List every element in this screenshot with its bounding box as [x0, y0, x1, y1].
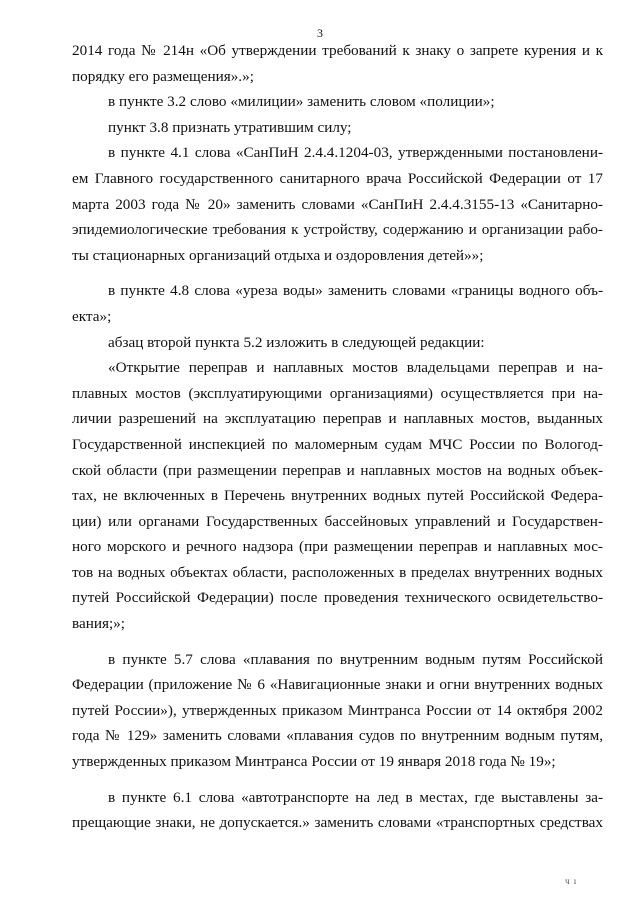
- text-line: путей Российской Федерации) после проведения технического освидетельство-: [72, 589, 603, 607]
- text-line: абзац второй пункта 5.2 изложить в следующей редакции:: [108, 333, 485, 351]
- text-line: Федерации (приложение № 6 «Навигационные знаки и огни внутренних водных: [72, 676, 603, 694]
- text-line: порядку его размещения».»;: [72, 67, 254, 85]
- text-line: ем Главного государственного санитарного врача Российской Федерации от 17: [72, 169, 603, 187]
- text-line: личии разрешений на эксплуатацию переправ и наплавных мостов, выданных: [72, 410, 603, 428]
- text-line: ции) или органами Государственных бассейновых управлений и Государствен-: [72, 512, 603, 530]
- text-line: вания;»;: [72, 615, 125, 633]
- text-line: в пункте 4.1 слова «СанПиН 2.4.4.1204-03, утвержденными постановлени-: [108, 144, 603, 162]
- text-line: 2014 года № 214н «Об утверждении требований к знаку о запрете курения и к: [72, 42, 603, 59]
- text-line: в пункте 3.2 слово «милиции» заменить словом «полиции»;: [108, 93, 495, 111]
- text-line: тах, не включенных в Перечень внутренних водных путей Российской Федера-: [72, 487, 603, 505]
- footer-mark: ч ı: [565, 876, 578, 886]
- document-body: [72, 38, 603, 836]
- text-line: путей России»), утвержденных приказом Минтранса России от 14 октября 2002: [72, 701, 603, 719]
- text-line: пункт 3.8 признать утратившим силу;: [108, 118, 352, 136]
- text-line: плавных мостов (эксплуатирующими организациями) осуществляется при на-: [72, 384, 603, 402]
- text-line: ской области (при размещении переправ и наплавных мостов на водных объек-: [72, 461, 603, 479]
- text-line: «Открытие переправ и наплавных мостов владельцами переправ и на-: [108, 359, 603, 377]
- text-line: в пункте 6.1 слова «автотранспорте на лед в местах, где выставлены за-: [108, 788, 603, 806]
- text-line: в пункте 5.7 слова «плавания по внутренним водным путям Российской: [108, 650, 603, 668]
- text-line: в пункте 4.8 слова «уреза воды» заменить словами «границы водного объ-: [108, 282, 603, 300]
- text-line: Государственной инспекцией по маломерным судам МЧС России по Вологод-: [72, 435, 603, 453]
- text-line: ты стационарных организаций отдыха и оздоровления детей»»;: [72, 246, 484, 264]
- text-line: утвержденных приказом Минтранса России от 19 января 2018 года № 19»;: [72, 753, 556, 771]
- text-line: марта 2003 года № 20» заменить словами «СанПиН 2.4.4.3155-13 «Санитарно-: [72, 195, 603, 213]
- text-line: тов на водных объектах области, расположенных в пределах внутренних водных: [72, 563, 603, 581]
- text-line: екта»;: [72, 307, 112, 325]
- page-number: 3: [317, 26, 323, 40]
- text-line: ного морского и речного надзора (при размещении переправ и наплавных мос-: [72, 538, 603, 556]
- text-line: года № 129» заменить словами «плавания судов по внутренним водным путям,: [72, 727, 603, 745]
- text-line: эпидемиологические требования к устройству, содержанию и организации рабо-: [72, 221, 603, 239]
- text-line: прещающие знаки, не допускается.» заменить словами «транспортных средствах: [72, 814, 603, 832]
